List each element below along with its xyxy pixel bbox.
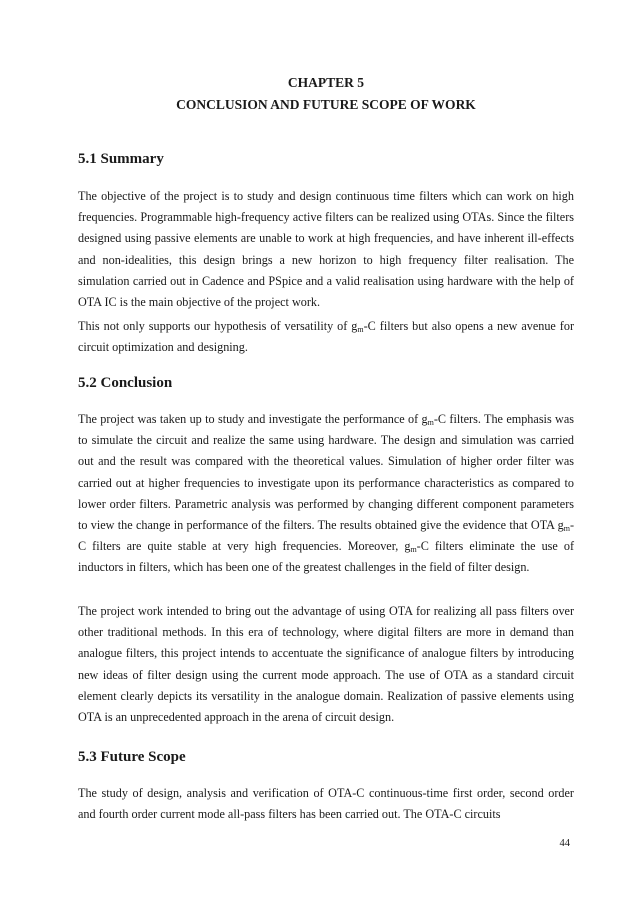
chapter-number: CHAPTER 5 [287,75,365,90]
page-number: 44 [559,838,570,849]
summary-p2-text-a: This not only supports our hypothesis of versatility of g [78,319,358,333]
section-heading-summary: 5.1 Summary [78,151,164,167]
section-heading-conclusion: 5.2 Conclusion [78,375,173,391]
future-scope-paragraph-1: The study of design, analysis and verification of OTA-C continuous-time first order, second order and fourth order current mode all-pass filters has been carried out. The OTA-C circuits [78,786,574,822]
section-heading-future-scope: 5.3 Future Scope [78,749,186,765]
conclusion-p1-text-b: -C filters. The emphasis was to simulate the circuit and realize the same using hardware. The design and simulation was carried out and the result was compared with the theoretical values. Simulation of higher order filter was carried out at higher frequencies to investigate upon its performance characteristics as compared to lower order filters. Parametric analysis was performed by changing different component parameters to view the change in performance of the filters. The results obtained give the evidence that OTA g [78,412,574,533]
subscript-m: m [357,325,364,334]
summary-paragraph-1: The objective of the project is to study and design continuous time filters which can work on high frequencies. Programmable high-frequency active filters can be realized using OTAs. Since the filters designed using passive elements are unable to work at high frequencies, and have inherent ill-effects and non-idealities, this design brings a new horizon to high frequency filter realisation. The simulation carried out in Cadence and PSpice and a valid realisation using hardware with the help of OTA IC is the main objective of the project work. [78,189,574,310]
conclusion-paragraph-2: The project work intended to bring out the advantage of using OTA for realizing all pass filters over other traditional methods. In this era of technology, where digital filters are more in demand than analogue filters, this project intends to accentuate the significance of analogue filters by introducing new ideas of filter design using the current mode approach. The use of OTA as a standard circuit element clearly depicts its versatility in the analogue domain. Realization of passive elements using OTA is an unprecedented approach in the arena of circuit design. [78,604,574,725]
summary-p2-text-b: -C filters but also opens a new avenue for circuit optimization and designing. [78,319,574,355]
conclusion-p1-text-d: -C filters eliminate the use of inductors in filters, which has been one of the greatest challenges in the field of filter design. [78,539,574,575]
chapter-title: CONCLUSION AND FUTURE SCOPE OF WORK [176,97,476,112]
conclusion-paragraph-1 [78,409,574,579]
subscript-m: m [427,418,434,427]
conclusion-p1-text-c: -C filters are quite stable at very high frequencies. Moreover, g [78,518,574,554]
summary-paragraph-2 [78,316,574,358]
subscript-m: m [563,524,570,534]
subscript-m: m [410,545,417,555]
conclusion-p1-text-a: The project was taken up to study and investigate the performance of g [78,412,428,426]
